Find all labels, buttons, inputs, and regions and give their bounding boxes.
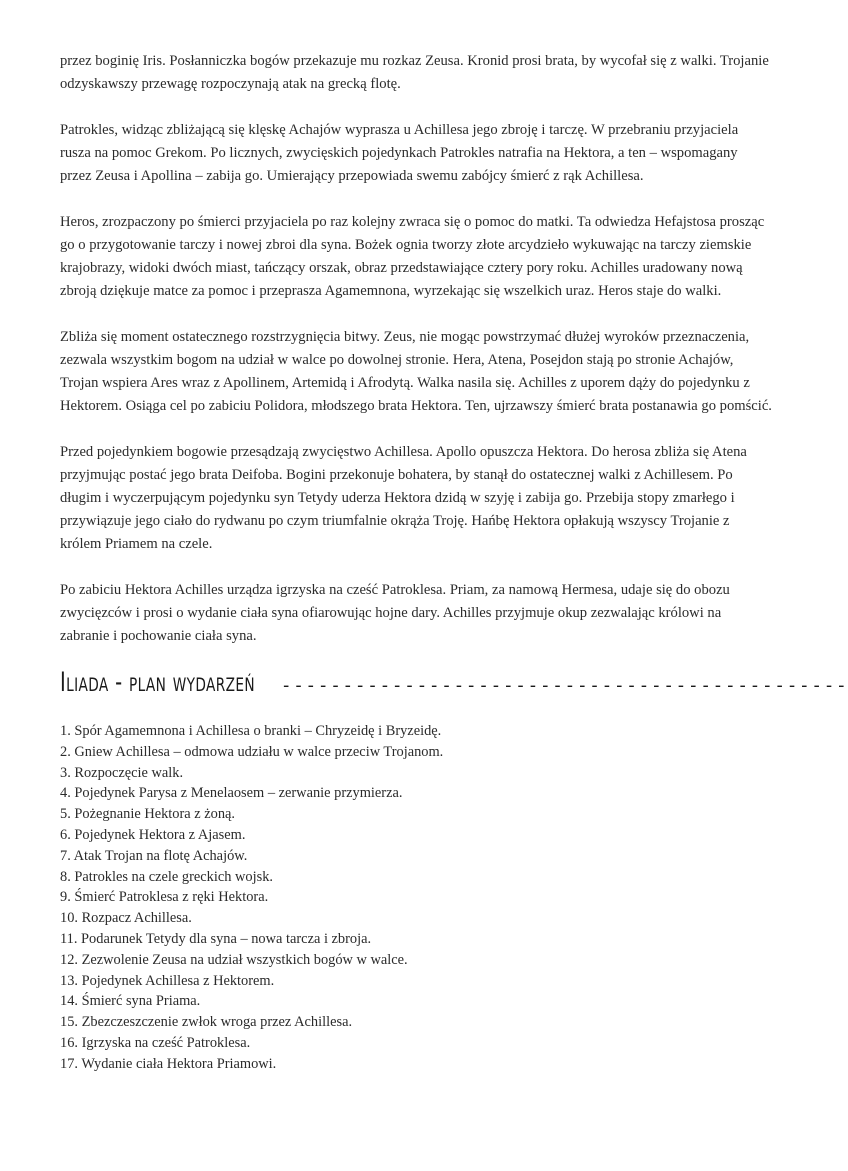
plan-item: 15. Zbezczeszczenie zwłok wroga przez Achillesa. (60, 1014, 353, 1031)
plan-item: 12. Zezwolenie Zeusa na udział wszystkich bogów w walce. (60, 951, 408, 968)
plan-item: 14. Śmierć syna Priama. (60, 993, 201, 1010)
plan-item: 1. Spór Agamemnona i Achillesa o branki – Chryzeidę i Bryzeidę. (60, 723, 442, 739)
plan-item: 10. Rozpacz Achillesa. (60, 910, 192, 927)
plan-item: 7. Atak Trojan na flotę Achajów. (60, 847, 248, 864)
paragraph-heros: Heros, zrozpaczony po śmierci przyjaciela po raz kolejny zwraca się o pomoc do matki. Ta odwiedza Hefajstosa prosząc go o przygotowanie tarczy i nowej zbroi dla syna. Bożek ognia tworzy złote arcydzieło wykuwając na tarczy ziemskie krajobrazy, widoki dwóch miast, tańczący orszak, obraz przedstawiające cztery pory roku. Achilles uradowany nową zbroją dziękuje matce za pomoc i przeprasza Agamemnona, wyrzekając się wszelkich uraz. Heros staje do walki. (60, 214, 765, 299)
plan-list (60, 721, 772, 1075)
plan-item: 4. Pojedynek Parysa z Menelaosem – zerwanie przymierza. (60, 785, 403, 802)
plan-item: 2. Gniew Achillesa – odmowa udziału w walce przeciw Trojanom. (60, 743, 444, 760)
plan-item: 11. Podarunek Tetydy dla syna – nowa tarcza i zbroja. (60, 930, 372, 947)
paragraph-bitwa: Zbliża się moment ostatecznego rozstrzygnięcia bitwy. Zeus, nie mogąc powstrzymać dłużej wyroków przeznaczenia, zezwala wszystkim bogom na udział w walce po dowolnej stronie. Hera, Atena, Posejdon stają po stronie Achajów, Trojan wspiera Ares wraz z Apollinem, Artemidą i Afrodytą. Walka nasila się. Achilles z uporem dąży do pojedynku z Hektorem. Osiąga cel po zabiciu Polidora, młodszego brata Hektora. Ten, ujrzawszy śmierć brata postanawia go pomścić. (60, 329, 772, 414)
plan-item: 16. Igrzyska na cześć Patroklesa. (60, 1034, 251, 1051)
paragraph-igrzyska: Po zabiciu Hektora Achilles urządza igrzyska na cześć Patroklesa. Priam, za namową Hermesa, udaje się do obozu zwycięzców i prosi o wydanie ciała syna ofiarowując hojne dary. Achilles przyjmuje okup zezwalając królowi na zabranie i pochowanie ciała syna. (60, 582, 730, 644)
plan-item: 17. Wydanie ciała Hektora Priamowi. (60, 1055, 277, 1072)
heading-dashed-rule: ---------------------------------------------- (280, 675, 848, 696)
plan-item: 3. Rozpoczęcie walk. (60, 764, 184, 781)
plan-item: 9. Śmierć Patroklesa z ręki Hektora. (60, 889, 269, 906)
document-page (60, 50, 848, 1075)
paragraph-patrokles: Patrokles, widząc zbliżającą się klęskę Achajów wyprasza u Achillesa jego zbroję i tarczę. W przebraniu przyjaciela rusza na pomoc Grekom. Po licznych, zwycięskich pojedynkach Patrokles natrafia na Hektora, a ten – wspomagany przez Zeusa i Apollina – zabija go. Umierający przepowiada swemu zabójcy śmierć z rąk Achillesa. (60, 122, 739, 184)
section-heading: Iliada - plan wydarzeń (60, 667, 255, 698)
paragraph-iris: przez boginię Iris. Posłanniczka bogów przekazuje mu rozkaz Zeusa. Kronid prosi brata, by wycofał się z walki. Trojanie odzyskawszy przewagę rozpoczynają atak na grecką flotę. (60, 53, 769, 92)
paragraph-pojedynek: Przed pojedynkiem bogowie przesądzają zwycięstwo Achillesa. Apollo opuszcza Hektora. Do herosa zbliża się Atena przyjmując postać jego brata Deifoba. Bogini przekonuje bohatera, by stanął do ostatecznej walki z Achillesem. Po długim i wyczerpującym pojedynku syn Tetydy uderza Hektora dzidą w szyję i zabija go. Przebija stopy zmarłego i przywiązuje jego ciało do rydwanu po czym triumfalnie okrąża Troję. Hańbę Hektora opłakują wszyscy Trojanie z królem Priamem na czele. (60, 444, 747, 552)
section-heading-row (60, 667, 848, 711)
plan-item: 6. Pojedynek Hektora z Ajasem. (60, 826, 246, 843)
plan-item: 13. Pojedynek Achillesa z Hektorem. (60, 972, 275, 989)
plan-item: 8. Patrokles na czele greckich wojsk. (60, 868, 273, 885)
plan-item: 5. Pożegnanie Hektora z żoną. (60, 806, 236, 823)
